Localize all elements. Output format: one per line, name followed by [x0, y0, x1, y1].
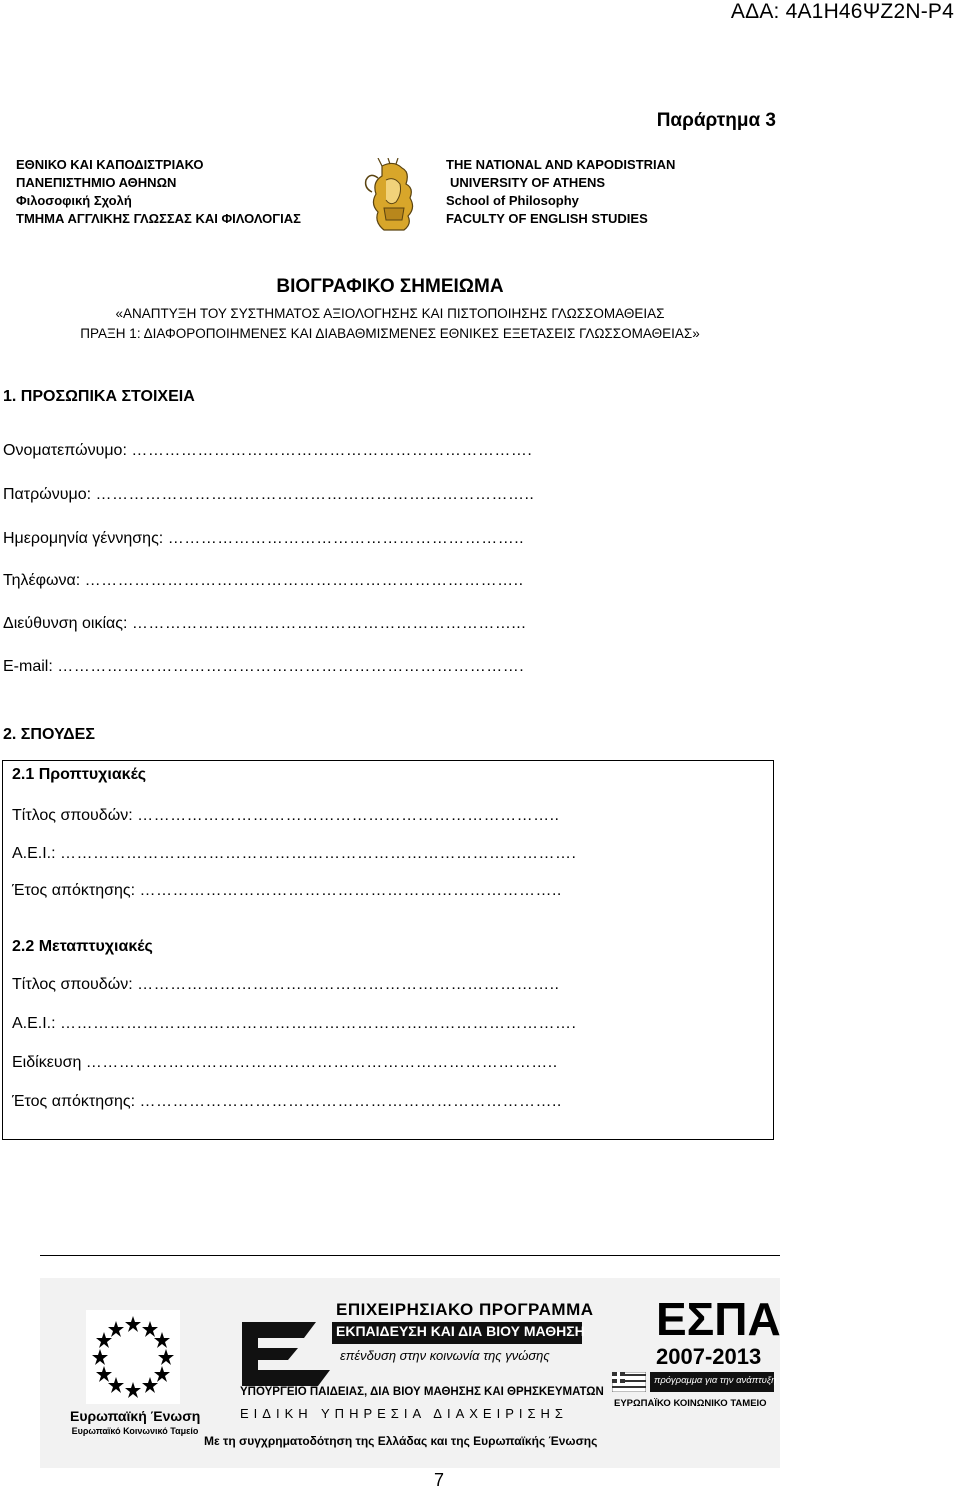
header-right-line: UNIVERSITY OF ATHENS — [450, 175, 606, 190]
ministry-label: ΥΠΟΥΡΓΕΙΟ ΠΑΙΔΕΙΑΣ, ΔΙΑ ΒΙΟΥ ΜΑΘΗΣΗΣ ΚΑΙ ΘΡΗΣΚΕΥΜΑΤΩΝ — [240, 1386, 604, 1398]
header-left-line: Φιλοσοφική Σχολή — [16, 193, 132, 208]
espa-tag: πρόγραμμα για την ανάπτυξη — [654, 1375, 777, 1386]
document-subtitle — [0, 304, 780, 344]
header-left-line: ΕΘΝΙΚΟ ΚΑΙ ΚΑΠΟΔΙΣΤΡΙΑΚΟ — [16, 157, 204, 172]
ada-stamp: ΑΔΑ: 4Α1Η46ΨΖ2Ν-Ρ4 — [730, 0, 954, 23]
undergrad-year-field[interactable] — [12, 882, 562, 900]
espa-logo: ΕΣΠΑ — [656, 1293, 781, 1345]
field-dots: ………………………………………………………………….. — [137, 976, 560, 993]
field-dots: …………………………………………………………………………………. — [60, 845, 577, 862]
header-right-line: School of Philosophy — [446, 193, 579, 208]
footer-logos — [40, 1278, 780, 1468]
father-name-field[interactable] — [3, 486, 534, 504]
field-label: Τηλέφωνα: — [3, 572, 81, 589]
postgrad-university-field[interactable] — [12, 1015, 576, 1033]
postgrad-heading: 2.2 Μεταπτυχιακές — [12, 938, 153, 955]
op-line1: ΕΠΙΧΕΙΡΗΣΙΑΚΟ ΠΡΟΓΡΑΜΜΑ — [336, 1300, 594, 1319]
field-dots: ………………………………………………………………….. — [137, 807, 560, 824]
field-label: Ημερομηνία γέννησης: — [3, 530, 164, 547]
document-title: ΒΙΟΓΡΑΦΙΚΟ ΣΗΜΕΙΩΜΑ — [276, 276, 504, 297]
subtitle-line: «ΑΝΑΠΤΥΞΗ ΤΟΥ ΣΥΣΤΗΜΑΤΟΣ ΑΞΙΟΛΟΓΗΣΗΣ ΚΑΙ ΠΙΣΤΟΠΟΙΗΣΗΣ ΓΛΩΣΣΟΜΑΘΕΙΑΣ — [115, 306, 665, 321]
field-dots: ………………………………………………………………….. — [139, 882, 562, 899]
section2-heading: 2. ΣΠΟΥΔΕΣ — [3, 726, 95, 743]
eu-flag-icon — [86, 1310, 180, 1404]
field-label: Ονοματεπώνυμο: — [3, 442, 127, 459]
field-dots: ………………………………………………………………….. — [139, 1093, 562, 1110]
eu-sub-label: Ευρωπαϊκό Κοινωνικό Ταμείο — [71, 1426, 199, 1436]
field-dots: ………………………………………………………………………….. — [85, 1054, 558, 1071]
header-left — [16, 156, 301, 228]
header-right-line: THE NATIONAL AND KAPODISTRIAN — [446, 157, 676, 172]
field-label: Α.Ε.Ι.: — [12, 1015, 56, 1032]
esf-label: ΕΥΡΩΠΑΪΚΟ ΚΟΙΝΩΝΙΚΟ ΤΑΜΕΙΟ — [614, 1398, 767, 1409]
field-dots: ……………………………………………………………... — [131, 615, 527, 632]
eu-label: Ευρωπαϊκή Ένωση — [70, 1408, 201, 1424]
postgrad-specialization-field[interactable] — [12, 1054, 558, 1072]
header-right — [446, 156, 675, 228]
header-left-line: ΠΑΝΕΠΙΣΤΗΜΙΟ ΑΘΗΝΩΝ — [16, 175, 177, 190]
page-number: 7 — [434, 1470, 445, 1490]
subtitle-line: ΠΡΑΞΗ 1: ΔΙΑΦΟΡΟΠΟΙΗΜΕΝΕΣ ΚΑΙ ΔΙΑΒΑΘΜΙΣΜΕΝΕΣ ΕΘΝΙΚΕΣ ΕΞΕΤΑΣΕΙΣ ΓΛΩΣΣΟΜΑΘΕΙΑΣ» — [80, 326, 700, 341]
cofund-label: Με τη συγχρηματοδότηση της Ελλάδας και της Ευρωπαϊκής Ένωσης — [204, 1434, 598, 1448]
field-dots: …………………………………………………………………………. — [57, 658, 525, 675]
field-label: Α.Ε.Ι.: — [12, 845, 56, 862]
undergrad-heading: 2.1 Προπτυχιακές — [12, 766, 147, 783]
field-label: Έτος απόκτησης: — [12, 1093, 136, 1110]
postgrad-title-field[interactable] — [12, 976, 559, 994]
greek-flag-icon — [612, 1372, 646, 1392]
undergrad-university-field[interactable] — [12, 845, 576, 863]
field-label: Τίτλος σπουδών: — [12, 976, 133, 993]
field-dots: …………………………………………………………………….. — [84, 572, 524, 589]
field-dots: ………………………………………………………………. — [131, 442, 533, 459]
athena-logo-icon — [360, 158, 436, 234]
op-logo-icon — [238, 1308, 334, 1388]
email-field[interactable] — [3, 658, 524, 676]
field-dots: …………………………………………………………………………………. — [60, 1015, 577, 1032]
field-label: Διεύθυνση οικίας: — [3, 615, 128, 632]
service-label: ΕΙΔΙΚΗ ΥΠΗΡΕΣΙΑ ΔΙΑΧΕΙΡΙΣΗΣ — [240, 1406, 568, 1421]
field-dots: ……………………………………………………….. — [167, 530, 525, 547]
header-left-line: ΤΜΗΜΑ ΑΓΓΛΙΚΗΣ ΓΛΩΣΣΑΣ ΚΑΙ ΦΙΛΟΛΟΓΙΑΣ — [16, 211, 301, 226]
op-slogan: επένδυση στην κοινωνία της γνώσης — [340, 1348, 550, 1363]
phones-field[interactable] — [3, 572, 524, 590]
op-line2: ΕΚΠΑΙΔΕΥΣΗ ΚΑΙ ΔΙΑ ΒΙΟΥ ΜΑΘΗΣΗ — [336, 1323, 585, 1339]
birthdate-field[interactable] — [3, 530, 524, 548]
field-label: Έτος απόκτησης: — [12, 882, 136, 899]
undergrad-title-field[interactable] — [12, 807, 559, 825]
section1-heading: 1. ΠΡΟΣΩΠΙΚΑ ΣΤΟΙΧΕΙΑ — [3, 388, 195, 405]
postgrad-year-field[interactable] — [12, 1093, 562, 1111]
field-dots: …………………………………………………………………….. — [95, 486, 535, 503]
field-label: E-mail: — [3, 658, 53, 675]
footer-rule — [40, 1255, 780, 1256]
header-right-line: FACULTY OF ENGLISH STUDIES — [446, 211, 648, 226]
field-label: Τίτλος σπουδών: — [12, 807, 133, 824]
field-label: Ειδίκευση — [12, 1054, 82, 1071]
field-label: Πατρώνυμο: — [3, 486, 92, 503]
appendix-label: Παράρτημα 3 — [656, 110, 776, 131]
home-address-field[interactable] — [3, 615, 526, 633]
fullname-field[interactable] — [3, 442, 532, 460]
espa-years: 2007-2013 — [656, 1344, 762, 1369]
